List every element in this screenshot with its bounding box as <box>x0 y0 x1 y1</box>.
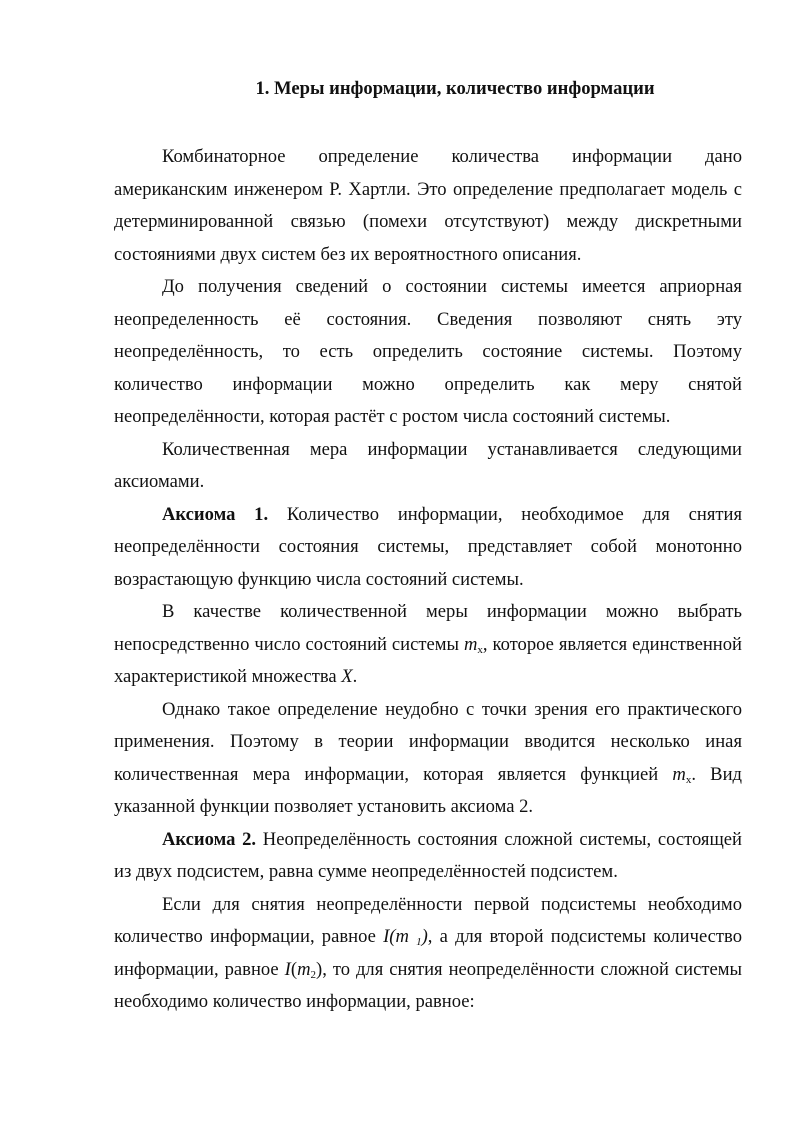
paragraph-states-count <box>114 596 742 694</box>
subscript-x: x <box>477 643 483 656</box>
text-run: , а для второй подсистемы количество информации, равное <box>114 926 743 980</box>
axiom-2-text: Неопределённость состояния сложной системы, состоящей из двух подсистем, равна сумме неопределённостей подсистем. <box>114 828 742 882</box>
subscript-2: 2 <box>310 968 316 981</box>
text-run: В качестве количественной меры информации можно выбрать непосредственно число состояний системы <box>114 601 742 655</box>
axiom-2-label: Аксиома 2. <box>162 828 257 850</box>
paragraph-axioms-intro: Количественная мера информации устанавливается следующими аксиомами. <box>114 438 742 492</box>
paragraph-axiom-1 <box>114 499 742 597</box>
subscript-x: x <box>685 773 692 786</box>
paragraph-axiom-2 <box>114 824 742 889</box>
text-run: Если для снятия неопределённости первой подсистемы необходимо количество информации, равное <box>114 893 742 947</box>
formula-part: I(m <box>383 926 409 947</box>
paragraph-uncertainty: До получения сведений о состоянии системы имеется априорная неопределенность её состояния. Сведения позволяют снять эту неопределённость, то есть определить состояние системы. Поэтому количество информации можно определить как меру снятой неопределённости, которая растёт с ростом числа состояний системы. <box>114 276 742 427</box>
paragraph-subsystems <box>114 889 742 1019</box>
text-run: Однако такое определение неудобно с точки зрения его практического применения. Поэтому в теории информации вводится несколько иная количественная мера информации, которая является функцией <box>114 698 742 785</box>
document-body <box>114 141 742 1019</box>
set-x: X <box>341 666 353 687</box>
section-title: 1. Меры информации, количество информации <box>255 78 655 99</box>
paragraph-hartley: Комбинаторное определение количества информации дано американским инженером Р. Хартли. Это определение предполагает модель с детерминированной связью (помехи отсутствуют) между дискретными состояниями двух систем без их вероятностного описания. <box>114 146 742 265</box>
var-m: m <box>297 958 311 980</box>
text-run: . Вид указанной функции позволяет установить аксиома 2. <box>114 763 742 817</box>
text-run: , то для снятия неопределённости сложной системы необходимо количество информации, равное: <box>114 958 742 1012</box>
paragraph-practical <box>114 694 742 824</box>
var-m: m <box>463 633 478 655</box>
formula-i-m1 <box>383 926 428 947</box>
text-run: . <box>352 666 358 687</box>
paren: ) <box>316 958 323 980</box>
text-run: , которое является единственной характеристикой множества <box>114 633 742 687</box>
subscript-1: 1 <box>416 936 422 948</box>
formula-part: ) <box>421 926 428 947</box>
var-m: m <box>672 763 686 785</box>
formula-i: I <box>284 958 291 980</box>
axiom-1-text: Количество информации, необходимое для снятия неопределённости состояния системы, представляет собой монотонно возрастающую функцию числа состояний системы. <box>114 503 743 590</box>
paren: ( <box>290 958 298 980</box>
axiom-1-label: Аксиома 1. <box>162 503 269 525</box>
